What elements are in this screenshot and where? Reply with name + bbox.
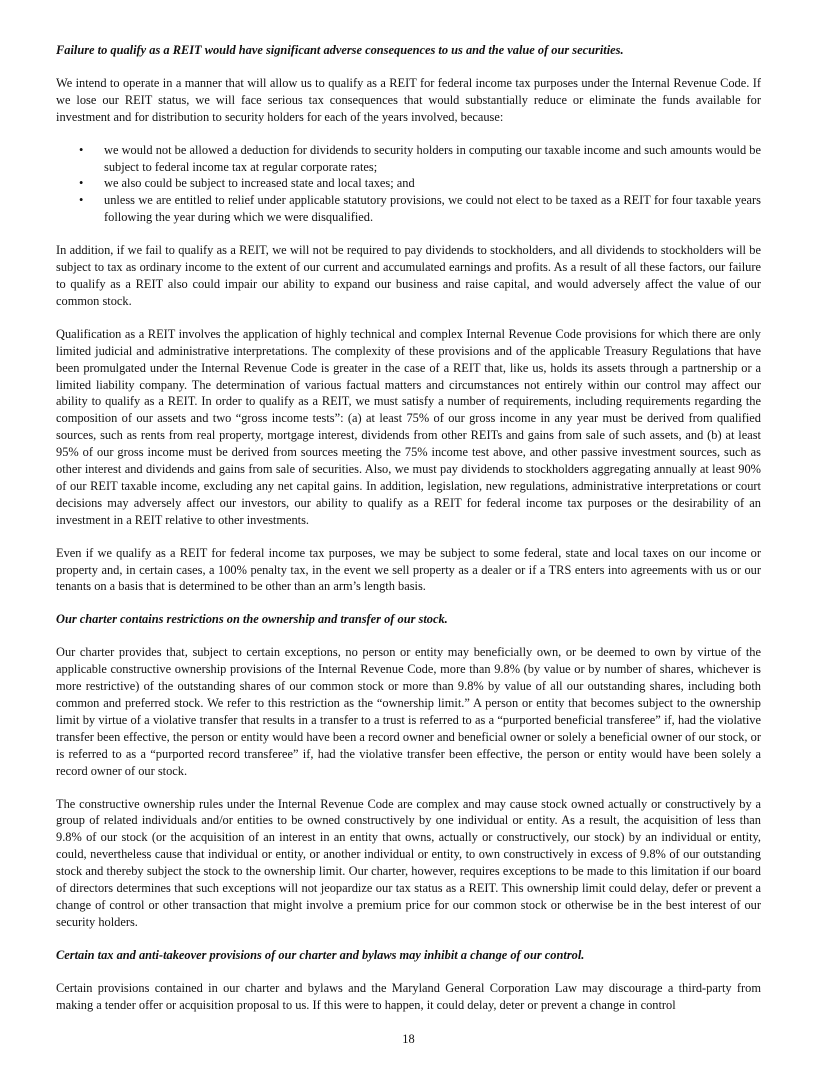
bullet-text: unless we are entitled to relief under applicable statutory provisions, we could not elect to be taxed as a REIT for four taxable years following the year during which we were disqualified.: [104, 193, 761, 225]
bullet-text: we also could be subject to increased state and local taxes; and: [104, 176, 415, 191]
bullet-icon: •: [79, 142, 84, 157]
section-heading-reit-qualification: Failure to qualify as a REIT would have significant adverse consequences to us and the value of our securities.: [56, 43, 624, 57]
paragraph-qualification: Qualification as a REIT involves the application of highly technical and complex Internal Revenue Code provisions for which there are only limited judicial and administrative interpretations. The complexity of these provisions and of the applicable Treasury Regulations that have been promulgated under the Internal Revenue Code is greater in the case of a REIT that, like us, holds its assets through a partnership or a limited liability company. The determination of various factual matters and circumstances not entirely within our control may affect our ability to qualify as a REIT. In order to qualify as a REIT, we must satisfy a number of requirements, including requirements regarding the composition of our assets and two “gross income tests”: (a) at least 75% of our gross income in any year must be derived from qualified sources, such as rents from real property, mortgage interest, dividends from other REITs and gains from sale of such assets, and (b) at least 95% of our gross income must be derived from sources meeting the 75% income test above, and other passive investment sources, such as other interest and dividends and gains from sale of securities. Also, we must pay dividends to stockholders aggregating annually at least 90% of our REIT taxable income, excluding any net capital gains. In addition, legislation, new regulations, administrative interpretations or court decisions may adversely affect our investors, our ability to qualify as a REIT for federal income tax purposes or the desirability of an investment in a REIT relative to other investments.: [56, 326, 761, 527]
bullet-icon: •: [79, 176, 84, 191]
document-page: [56, 42, 761, 1014]
bullet-text: we would not be allowed a deduction for dividends to security holders in computing our taxable income and such amounts would be subject to federal income tax at regular corporate rates;: [104, 142, 761, 174]
section-heading-anti-takeover: Certain tax and anti-takeover provisions of our charter and bylaws may inhibit a change of our control.: [56, 947, 585, 962]
paragraph-constructive-ownership: The constructive ownership rules under the Internal Revenue Code are complex and may cause stock owned actually or constructively by a group of related individuals and/or entities to be owned constructively by one individual or entity. As a result, the acquisition of less than 9.8% of our stock (or the acquisition of an interest in an entity that owns, actually or constructively, our stock) by an individual or entity, could, nevertheless cause that individual or entity, or another individual or entity, to own constructively in excess of 9.8% of our outstanding stock and thereby subject the stock to the ownership limit. Our charter, however, requires exceptions to be made to this limitation if our board of directors determines that such exceptions will not jeopardize our tax status as a REIT. This ownership limit could delay, defer or prevent a change of control or other transaction that might involve a premium price for our common stock or otherwise be in the best interest of our security holders.: [56, 796, 761, 929]
bullet-item: [56, 142, 761, 176]
bullet-item: [56, 175, 761, 192]
bullet-icon: •: [79, 193, 84, 208]
section-heading-charter-restrictions: Our charter contains restrictions on the ownership and transfer of our stock.: [56, 612, 448, 627]
paragraph-dividends: In addition, if we fail to qualify as a REIT, we will not be required to pay dividends to stockholders, and all dividends to stockholders will be subject to tax as ordinary income to the extent of our current and accumulated earnings and profits. As a result of all these factors, our failure to qualify as a REIT also could impair our ability to expand our business and raise capital, and would adversely affect the value of our common stock.: [56, 243, 761, 308]
paragraph-reit-intro: We intend to operate in a manner that will allow us to qualify as a REIT for federal income tax purposes under the Internal Revenue Code. If we lose our REIT status, we will face serious tax consequences that would substantially reduce or eliminate the funds available for investment and for distribution to security holders for each of the years involved, because:: [56, 75, 761, 124]
paragraph-ownership-limit: Our charter provides that, subject to certain exceptions, no person or entity may beneficially own, or be deemed to own by virtue of the applicable constructive ownership provisions of the Internal Revenue Code, more than 9.8% (by value or by number of shares, whichever is more restrictive) of the outstanding shares of our common stock or more than 9.8% by value of all our outstanding shares, including both common and preferred stock. We refer to this restriction as the “ownership limit.” A person or entity that becomes subject to the ownership limit by virtue of a violative transfer that results in a transfer to a trust is referred to as a “purported beneficial transferee” if, had the violative transfer been effective, the person or entity would have been a record owner and beneficial owner or solely a beneficial owner of our stock, or is referred to as a “purported record transferee” if, had the violative transfer been effective, the person or entity would have been solely a record owner of our stock.: [56, 645, 761, 778]
bullet-item: [56, 192, 761, 226]
paragraph-anti-takeover: Certain provisions contained in our charter and bylaws and the Maryland General Corporation Law may discourage a third-party from making a tender offer or acquisition proposal to us. If this were to happen, it could delay, deter or prevent a change in control: [56, 980, 761, 1012]
bullet-list-reit-consequences: [56, 142, 761, 227]
page-number: 18: [402, 1032, 415, 1046]
paragraph-taxes: Even if we qualify as a REIT for federal income tax purposes, we may be subject to some federal, state and local taxes on our income or property and, in certain cases, a 100% penalty tax, in the event we sell property as a dealer or if a TRS enters into agreements with us or our tenants on a basis that is determined to be other than an arm’s length basis.: [56, 545, 761, 594]
